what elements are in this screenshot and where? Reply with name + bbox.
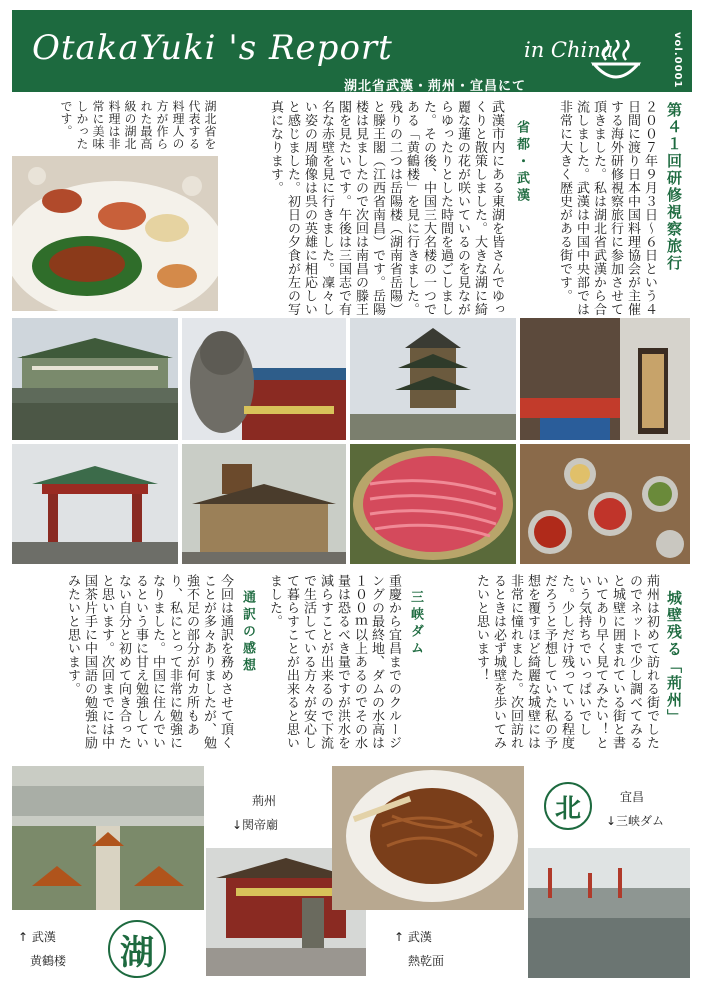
east-lake-pavilion-photo [12, 318, 178, 440]
jingzhou-body: 荊州は初めて訪れる街でしたのでネットで少し調べてみると城壁に囲まれている街と書いてあり早く見てみたい！という気持ちでいっぱいでした。少しだけ残っている程度だろうと予想していた私の予想を覆すほど綺麗な城壁には非常に憧れました。次回訪れるときは必ず城壁を歩いてみたいと思います！ [474, 574, 659, 750]
lake-stamp: 湖 [108, 920, 166, 978]
condiments-photo [520, 444, 690, 564]
trip-heading: 第４１回研修視察旅行 [665, 102, 683, 272]
wuhan-tower-caption-line1: ↑ 武漢 [18, 930, 56, 944]
wuhan-body: 武漢市内にある東湖を皆さんでゆっくりと散策しました。大きな湖に綺麗な蓮の花が咲いているのを見ながらゆったりとした時間を過ごしました。その後、中国三大名楼の一つである「黄鶴楼」を見に行きました。残りの二つは岳陽楼（湖南省岳陽）と滕王閣（江西省南昌）です。岳陽楼は見ましたので次回は南昌の滕王閣を見たいです。午後は三国志で有名な赤壁を見に行きました。凜々しい姿の周瑜像は呉の英雄に相応しいと感じました。初日の夕食が左の写真になります。 [268, 100, 504, 316]
report-subtitle: 湖北省武漢・荊州・宜昌にて [344, 79, 527, 94]
dinner-caption: 湖北省を代表する料理人の方が作られた最高級の湖北料理は非常に美味しかったです。 [59, 100, 217, 150]
volume-label: vol.0001 [672, 32, 683, 89]
three-gorges-body: 重慶から宜昌までのクルージングの最終地、ダムの水高は１００ｍ以上あるのでその水量は恐るべき量ですが洪水を減らすことが出来るので下流で生活している方々が安心して暮らすことが出来ると思いました。 [267, 574, 401, 750]
report-title: OtakaYuki 's Report [32, 28, 393, 68]
wuhan-noodle-caption-line2: 熱乾面 [408, 954, 445, 968]
three-gorges-heading: 三峡ダム [408, 590, 423, 658]
dinner-photo [12, 156, 218, 311]
jingzhou-caption-line1: 荊州 [252, 794, 277, 808]
header-banner [12, 10, 692, 92]
guandi-temple-building-photo [182, 444, 346, 564]
steaming-bowl-icon [590, 40, 642, 86]
wuhan-tower-caption-line2: 黄鶴楼 [30, 954, 67, 968]
wuhan-heading: 省都・武漢 [514, 120, 529, 205]
in-china-label: in China [524, 38, 614, 62]
yichang-caption-line1: 宜昌 [620, 790, 645, 804]
old-street-sign-photo [520, 318, 690, 440]
yichang-caption-line2: ↓三峡ダム [606, 814, 665, 828]
yellow-crane-tower-view-photo [12, 766, 204, 910]
trip-body: ２００７年９月３日〜６日という４日間に渡り日本中国料理協会が主催する海外研修視察旅行に参加させて頂きました。私は湖北省武漢から合流しました。武漢は中国中央部では非常に大きく歴史がある街です。 [557, 100, 657, 316]
jingzhou-caption-line2: ↓関帝廟 [232, 818, 279, 832]
river-fish-photo [350, 444, 516, 564]
interpreter-body: 今回は通訳を務めさせて頂くことが多々ありましたが、勉強不足の部分が何カ所もあり、私にとって非常に勉強になりました。中国に住んでいるという事に甘え勉強していない自分と初めて向き合ったと思います。次回までには中国茶片手に中国語の勉強に励みたいと思います。 [65, 574, 233, 750]
jingzhou-heading: 城壁残る「荊州」 [665, 590, 683, 726]
three-gorges-dam-photo [528, 848, 690, 978]
stone-lion-photo [182, 318, 346, 440]
jingzhou-gate-photo [12, 444, 178, 564]
north-stamp: 北 [544, 782, 592, 830]
wuhan-noodle-caption-line1: ↑ 武漢 [394, 930, 432, 944]
interpreter-heading: 通訳の感想 [240, 590, 255, 675]
hot-dry-noodles-photo [332, 766, 524, 910]
yellow-crane-tower-photo [350, 318, 516, 440]
